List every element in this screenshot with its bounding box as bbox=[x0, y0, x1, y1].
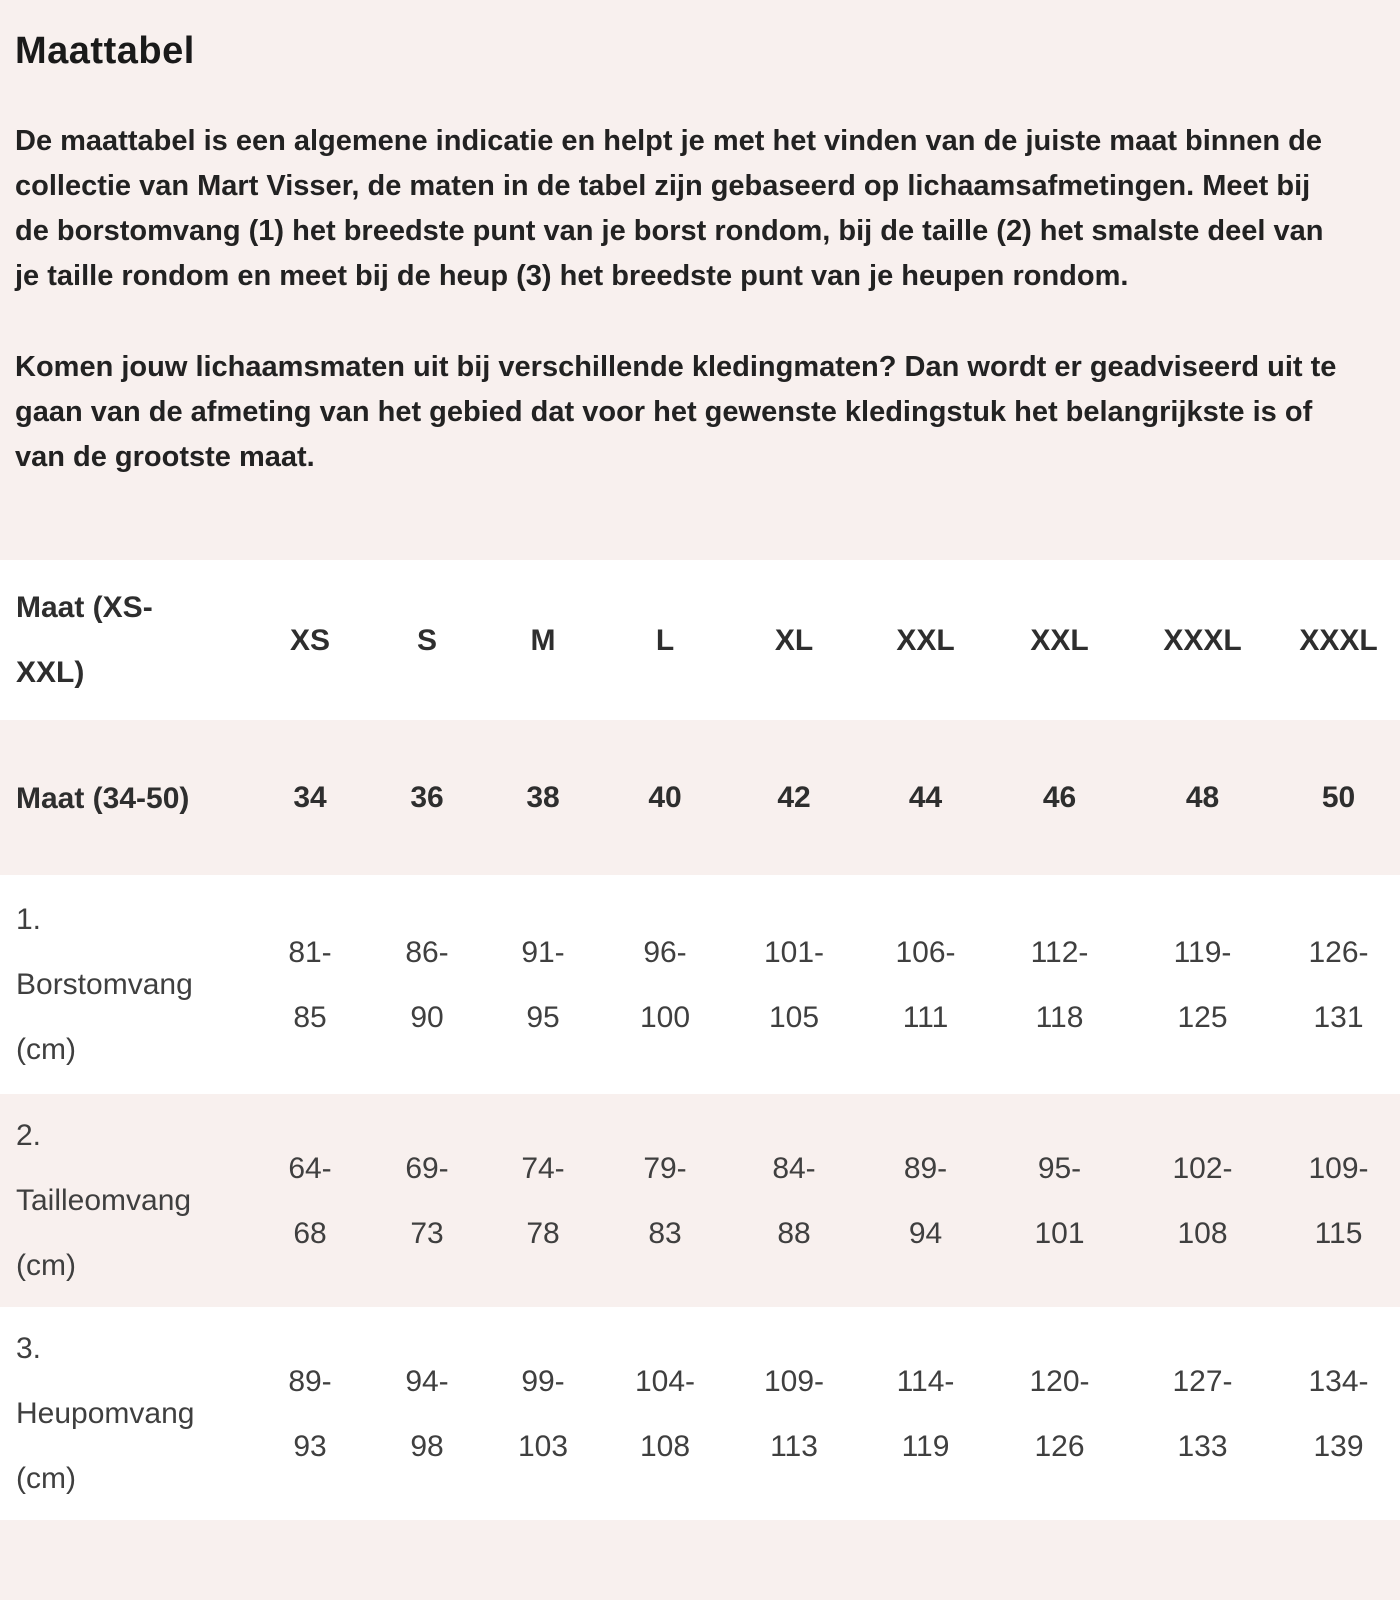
intro-paragraph-advice: Komen jouw lichaamsmaten uit bij verschillende kledingmaten? Dan wordt er geadviseerd uit te gaan van de afmeting van het gebied dat voor het gewenste kledingstuk het belangrijkste is of van de grootste maat. bbox=[15, 351, 1337, 473]
row-label-size-letters bbox=[0, 560, 250, 720]
row-label-text: 3. Heupomvang (cm) bbox=[16, 1332, 195, 1495]
row-label-waist bbox=[0, 1094, 250, 1307]
cell-value: 96-100 bbox=[639, 935, 691, 1034]
cell-value: 89-94 bbox=[903, 1151, 948, 1250]
waist-range-cell bbox=[728, 1094, 860, 1307]
cell-value: 106-111 bbox=[895, 935, 956, 1034]
size-table bbox=[0, 560, 1400, 1520]
waist-range-cell bbox=[1128, 1094, 1277, 1307]
cell-value: 79-83 bbox=[643, 1151, 687, 1250]
cell-value: XXL bbox=[896, 623, 955, 657]
waist-range-cell bbox=[484, 1094, 602, 1307]
cell-value: 95-101 bbox=[1034, 1151, 1085, 1250]
cell-value: 134-139 bbox=[1308, 1364, 1369, 1463]
cell-value: 50 bbox=[1321, 781, 1356, 814]
cell-value: 101-105 bbox=[763, 935, 825, 1034]
hip-range-cell bbox=[484, 1307, 602, 1520]
cell-value: 109-113 bbox=[763, 1364, 825, 1463]
row-label-text: Maat (34-50) bbox=[16, 781, 190, 815]
waist-range-cell bbox=[860, 1094, 991, 1307]
hip-range-cell bbox=[1277, 1307, 1400, 1520]
intro-paragraph-measuring: De maattabel is een algemene indicatie en helpt je met het vinden van de juiste maat binnen de collectie van Mart Visser, de maten in de tabel zijn gebaseerd op lichaamsafmetingen. Meet bij de borstomvang (1) het breedste punt van je borst rondom, bij de taille (2) het smalste deel van je taille rondom en meet bij de heup (3) het breedste punt van je heupen rondom. bbox=[15, 125, 1324, 292]
chest-range-cell bbox=[991, 875, 1128, 1094]
chest-range-cell bbox=[370, 875, 484, 1094]
hip-range-cell bbox=[860, 1307, 991, 1520]
cell-value: 127-133 bbox=[1172, 1364, 1233, 1463]
cell-value: 36 bbox=[410, 781, 444, 814]
cell-value: XXXL bbox=[1299, 623, 1378, 657]
cell-value: 119-125 bbox=[1173, 935, 1232, 1034]
cell-value: 46 bbox=[1042, 781, 1077, 814]
cell-value: 99-103 bbox=[517, 1364, 569, 1463]
size-number-cell bbox=[484, 720, 602, 875]
cell-value: 120-126 bbox=[1029, 1364, 1090, 1463]
size-number-cell bbox=[1277, 720, 1400, 875]
table-row-chest bbox=[0, 875, 1400, 1094]
cell-value: 69-73 bbox=[405, 1151, 449, 1250]
chest-range-cell bbox=[1128, 875, 1277, 1094]
cell-value: XXXL bbox=[1163, 623, 1242, 657]
cell-value: 42 bbox=[777, 781, 811, 814]
cell-value: 40 bbox=[648, 781, 682, 814]
cell-value: 74-78 bbox=[521, 1151, 565, 1250]
hip-range-cell bbox=[370, 1307, 484, 1520]
chest-range-cell bbox=[484, 875, 602, 1094]
intro-section bbox=[0, 0, 1400, 480]
row-label-chest bbox=[0, 875, 250, 1094]
row-label-text: Maat (XS-XXL) bbox=[16, 591, 153, 689]
size-letter-cell bbox=[1128, 560, 1277, 720]
waist-range-cell bbox=[250, 1094, 370, 1307]
chest-range-cell bbox=[728, 875, 860, 1094]
chest-range-cell bbox=[602, 875, 728, 1094]
row-label-hips bbox=[0, 1307, 250, 1520]
cell-value: 34 bbox=[293, 781, 327, 814]
next-row-cutoff-strip bbox=[0, 1520, 1400, 1537]
row-label-text: 2. Tailleomvang (cm) bbox=[16, 1119, 192, 1282]
cell-value: 91-95 bbox=[521, 935, 565, 1034]
hip-range-cell bbox=[991, 1307, 1128, 1520]
cell-value: 112-118 bbox=[1030, 935, 1089, 1034]
cell-value: 104-108 bbox=[634, 1364, 696, 1463]
cell-value: M bbox=[530, 623, 556, 657]
row-label-size-numbers bbox=[0, 720, 250, 875]
size-number-cell bbox=[860, 720, 991, 875]
size-number-cell bbox=[250, 720, 370, 875]
waist-range-cell bbox=[991, 1094, 1128, 1307]
size-number-cell bbox=[370, 720, 484, 875]
size-number-cell bbox=[728, 720, 860, 875]
size-letter-cell bbox=[728, 560, 860, 720]
cell-value: 126-131 bbox=[1308, 935, 1369, 1034]
size-letter-cell bbox=[1277, 560, 1400, 720]
table-row-waist bbox=[0, 1094, 1400, 1307]
size-letter-cell bbox=[860, 560, 991, 720]
size-number-cell bbox=[602, 720, 728, 875]
size-letter-cell bbox=[484, 560, 602, 720]
chest-range-cell bbox=[250, 875, 370, 1094]
cell-value: 48 bbox=[1185, 781, 1220, 814]
cell-value: 38 bbox=[526, 781, 560, 814]
cell-value: 109-115 bbox=[1308, 1151, 1369, 1250]
waist-range-cell bbox=[1277, 1094, 1400, 1307]
size-letter-cell bbox=[991, 560, 1128, 720]
size-letter-cell bbox=[370, 560, 484, 720]
chest-range-cell bbox=[860, 875, 991, 1094]
cell-value: 64-68 bbox=[288, 1151, 332, 1250]
waist-range-cell bbox=[370, 1094, 484, 1307]
cell-value: 84-88 bbox=[772, 1151, 816, 1250]
cell-value: 44 bbox=[908, 781, 943, 814]
size-number-cell bbox=[1128, 720, 1277, 875]
size-letter-cell bbox=[602, 560, 728, 720]
table-row-hips bbox=[0, 1307, 1400, 1520]
waist-range-cell bbox=[602, 1094, 728, 1307]
cell-value: S bbox=[416, 623, 437, 657]
cell-value: XL bbox=[774, 623, 814, 657]
cell-value: 86-90 bbox=[405, 935, 449, 1034]
cell-value: 114-119 bbox=[896, 1364, 955, 1463]
cell-value: 81-85 bbox=[288, 935, 332, 1034]
size-letter-cell bbox=[250, 560, 370, 720]
cell-value: 102-108 bbox=[1172, 1151, 1233, 1250]
cell-value: XS bbox=[289, 623, 331, 657]
table-row-size-numbers bbox=[0, 720, 1400, 875]
cell-value: L bbox=[655, 623, 675, 657]
hip-range-cell bbox=[1128, 1307, 1277, 1520]
hip-range-cell bbox=[728, 1307, 860, 1520]
cell-value: 94-98 bbox=[405, 1364, 449, 1463]
row-label-text: 1. Borstomvang (cm) bbox=[16, 903, 193, 1066]
size-number-cell bbox=[991, 720, 1128, 875]
table-row-size-letters bbox=[0, 560, 1400, 720]
cell-value: 89-93 bbox=[288, 1364, 332, 1463]
page-title: Maattabel bbox=[15, 30, 195, 72]
cell-value: XXL bbox=[1030, 623, 1089, 657]
hip-range-cell bbox=[250, 1307, 370, 1520]
hip-range-cell bbox=[602, 1307, 728, 1520]
chest-range-cell bbox=[1277, 875, 1400, 1094]
